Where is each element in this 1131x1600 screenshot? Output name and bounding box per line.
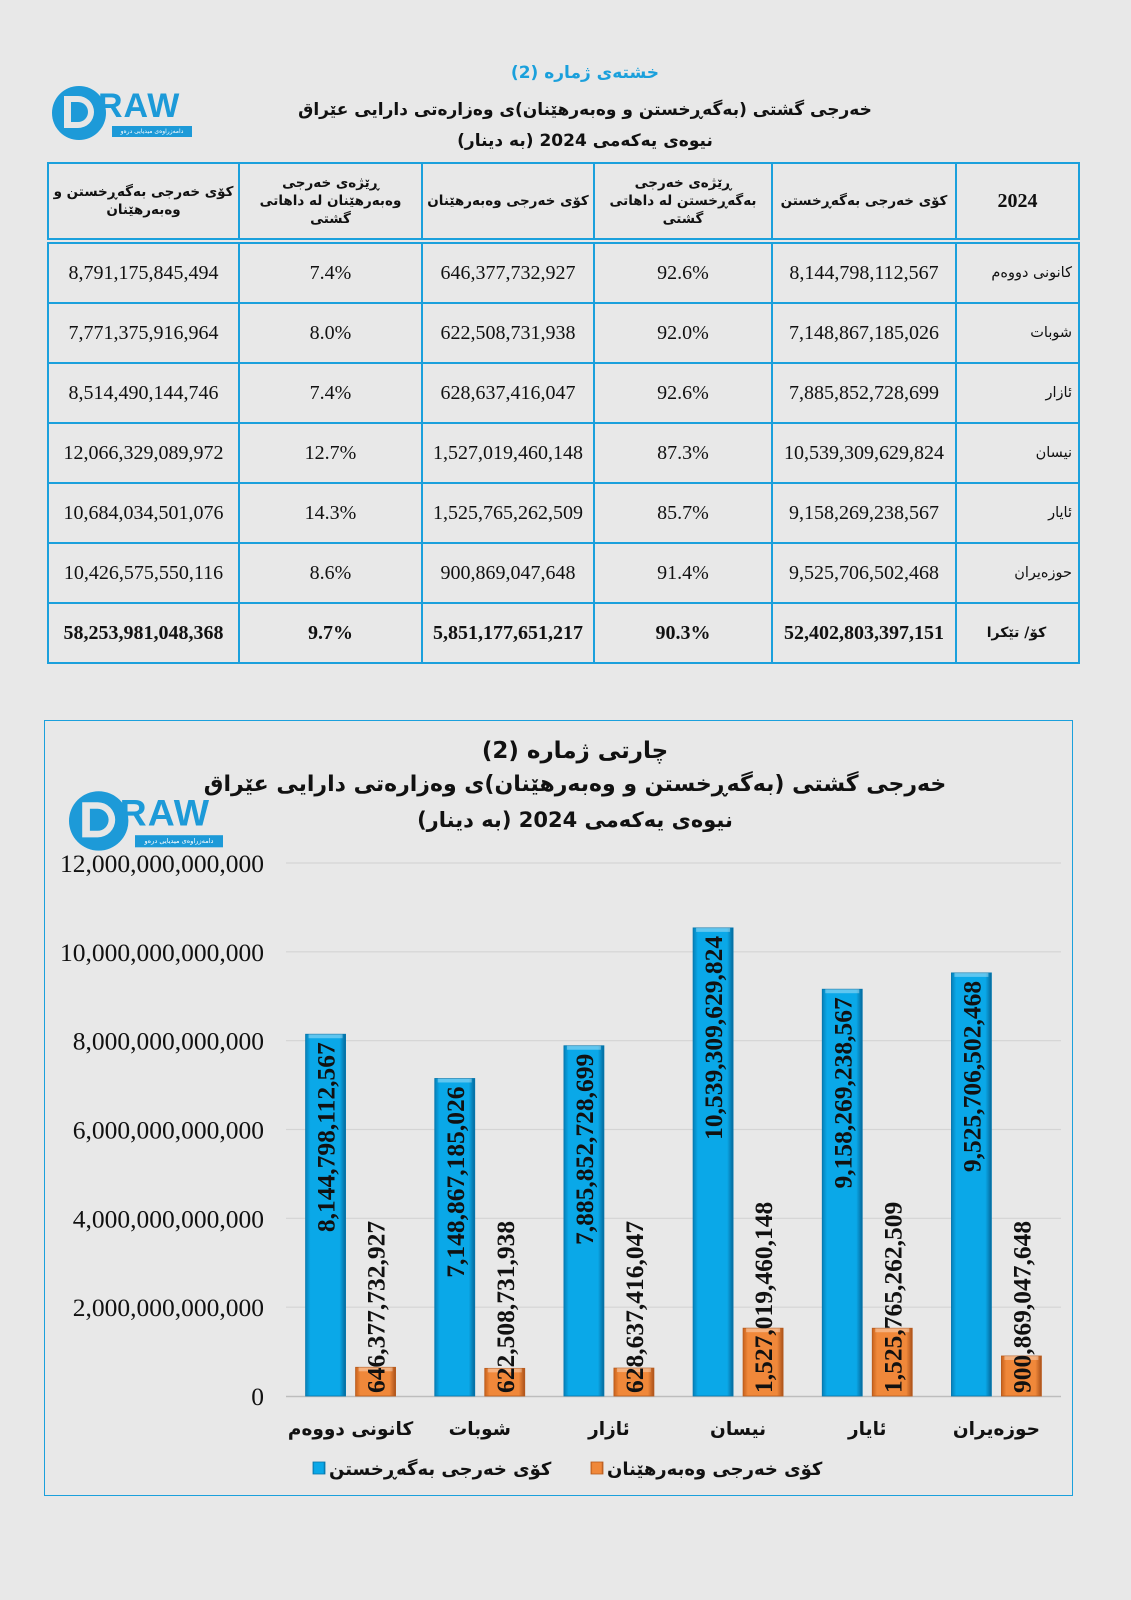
logo-wordmark: RAW	[119, 792, 211, 835]
cell-operating-ratio: 87.3%	[594, 423, 772, 483]
table-header-row	[48, 163, 1079, 241]
data-label-operating: 7,885,852,728,699	[569, 1053, 599, 1245]
header-operating-ratio: ڕێژەی خەرجی بەگەڕخستن لە داهاتی گشتی	[594, 163, 772, 241]
cell-investment-ratio: 14.3%	[239, 483, 422, 543]
y-tick-label: 12,000,000,000,000	[60, 849, 264, 878]
y-tick-label: 8,000,000,000,000	[72, 1026, 264, 1056]
category-label: شوبات	[448, 1419, 511, 1440]
bar-highlight	[438, 1078, 472, 1082]
y-tick-label: 2,000,000,000,000	[72, 1293, 264, 1323]
legend-swatch-operating	[313, 1462, 325, 1474]
legend-label-operating: کۆی خەرجی بەگەڕخستن	[329, 1459, 552, 1480]
cell-month: شوبات	[956, 303, 1079, 363]
category-label: ئایار	[848, 1419, 887, 1440]
cell-investment: 1,525,765,262,509	[422, 483, 594, 543]
cell-investment-ratio: 7.4%	[239, 363, 422, 423]
chart-title-line2: خەرجی گشتی (بەگەڕخستن و وەبەرهێنان)ی وەزارەتی دارایی عێراق	[203, 772, 947, 797]
table-row	[48, 483, 1079, 543]
data-label-investment: 646,377,732,927	[361, 1220, 391, 1393]
cell-operating: 8,144,798,112,567	[772, 241, 956, 303]
legend-swatch-investment	[591, 1462, 603, 1474]
cell-month: ئایار	[956, 483, 1079, 543]
logo-tagline: دامەزراوەی میدیایی درەو	[112, 126, 192, 137]
table-row	[48, 423, 1079, 483]
cell-total: 7,771,375,916,964	[48, 303, 239, 363]
data-label-operating: 9,525,706,502,468	[957, 980, 987, 1173]
draw-logo	[52, 84, 192, 142]
bar-chart	[45, 721, 1071, 1494]
data-label-investment: 628,637,416,047	[619, 1220, 649, 1393]
cell-total: 12,066,329,089,972	[48, 423, 239, 483]
header-investment-ratio: ڕێژەی خەرجی وەبەرهێنان لە داهاتی گشتی	[239, 163, 422, 241]
y-tick-label: 4,000,000,000,000	[72, 1204, 264, 1234]
cell-month: حوزەیران	[956, 543, 1079, 603]
cell-investment: 5,851,177,651,217	[422, 603, 594, 663]
table-row	[48, 241, 1079, 303]
cell-operating-ratio: 91.4%	[594, 543, 772, 603]
category-label: حوزەیران	[952, 1419, 1040, 1440]
bar-highlight	[309, 1034, 343, 1038]
cell-operating-ratio: 92.6%	[594, 363, 772, 423]
table-total-row	[48, 603, 1079, 663]
legend-label-investment: کۆی خەرجی وەبەرهێنان	[607, 1459, 823, 1480]
cell-total: 10,426,575,550,116	[48, 543, 239, 603]
cell-month: کانونی دووەم	[956, 241, 1079, 303]
bar-highlight	[567, 1046, 601, 1050]
y-tick-label: 10,000,000,000,000	[60, 937, 264, 967]
table-subtitle: نیوەی یەکەمی 2024 (بە دینار)	[457, 131, 713, 151]
chart-container	[44, 720, 1073, 1496]
bar-highlight	[825, 989, 859, 993]
header-operating: کۆی خەرجی بەگەڕخستن	[772, 163, 956, 241]
cell-total: 8,791,175,845,494	[48, 241, 239, 303]
cell-operating: 9,525,706,502,468	[772, 543, 956, 603]
data-label-operating: 8,144,798,112,567	[311, 1042, 341, 1233]
y-tick-label: 6,000,000,000,000	[72, 1115, 264, 1145]
bar-highlight	[954, 973, 988, 977]
data-label-operating: 9,158,269,238,567	[828, 997, 858, 1189]
y-tick-label: 0	[251, 1382, 264, 1411]
cell-total: 58,253,981,048,368	[48, 603, 239, 663]
cell-operating: 7,148,867,185,026	[772, 303, 956, 363]
cell-operating-ratio: 92.6%	[594, 241, 772, 303]
table-row	[48, 363, 1079, 423]
table-row	[48, 303, 1079, 363]
cell-operating-ratio: 92.0%	[594, 303, 772, 363]
cell-operating-ratio: 85.7%	[594, 483, 772, 543]
data-label-investment: 1,525,765,262,509	[878, 1201, 908, 1393]
category-label: ئازار	[588, 1419, 630, 1440]
cell-operating: 52,402,803,397,151	[772, 603, 956, 663]
cell-investment: 1,527,019,460,148	[422, 423, 594, 483]
category-label: نیسان	[710, 1419, 767, 1440]
cell-investment-ratio: 9.7%	[239, 603, 422, 663]
data-label-operating: 10,539,309,629,824	[699, 935, 729, 1140]
logo-wordmark: RAW	[98, 87, 181, 125]
cell-investment-ratio: 12.7%	[239, 423, 422, 483]
logo-tagline: دامەزراوەی میدیایی درەو	[135, 835, 223, 847]
chart-title-line3: نیوەی یەکەمی 2024 (بە دینار)	[417, 808, 733, 832]
data-label-investment: 1,527,019,460,148	[749, 1201, 779, 1393]
category-label: کانونی دووەم	[287, 1419, 414, 1440]
cell-total: 10,684,034,501,076	[48, 483, 239, 543]
header-investment: کۆی خەرجی وەبەرهێنان	[422, 163, 594, 241]
header-year: 2024	[956, 163, 1079, 241]
cell-investment: 628,637,416,047	[422, 363, 594, 423]
bar-highlight	[696, 928, 730, 932]
cell-month: نیسان	[956, 423, 1079, 483]
table-row	[48, 543, 1079, 603]
data-label-operating: 7,148,867,185,026	[440, 1086, 470, 1278]
cell-investment: 622,508,731,938	[422, 303, 594, 363]
header-total: کۆی خەرجی بەگەڕخستن و وەبەرهێنان	[48, 163, 239, 241]
cell-total: 8,514,490,144,746	[48, 363, 239, 423]
cell-operating: 7,885,852,728,699	[772, 363, 956, 423]
cell-month: کۆ/ تێکرا	[956, 603, 1079, 663]
table-title-block	[240, 60, 930, 156]
cell-operating-ratio: 90.3%	[594, 603, 772, 663]
chart-title: چارتی ژمارە (2)	[481, 738, 669, 764]
data-label-investment: 622,508,731,938	[490, 1220, 520, 1393]
table-title: خەرجی گشتی (بەگەڕخستن و وەبەرهێنان)ی وەزارەتی دارایی عێراق	[298, 100, 872, 120]
cell-investment: 646,377,732,927	[422, 241, 594, 303]
cell-month: ئازار	[956, 363, 1079, 423]
data-label-investment: 900,869,047,648	[1007, 1220, 1037, 1393]
cell-investment-ratio: 8.6%	[239, 543, 422, 603]
cell-operating: 9,158,269,238,567	[772, 483, 956, 543]
cell-investment-ratio: 7.4%	[239, 241, 422, 303]
cell-investment: 900,869,047,648	[422, 543, 594, 603]
cell-investment-ratio: 8.0%	[239, 303, 422, 363]
cell-operating: 10,539,309,629,824	[772, 423, 956, 483]
table-caption: خشتەی ژمارە (2)	[510, 63, 660, 83]
expenditure-table	[47, 162, 1080, 664]
